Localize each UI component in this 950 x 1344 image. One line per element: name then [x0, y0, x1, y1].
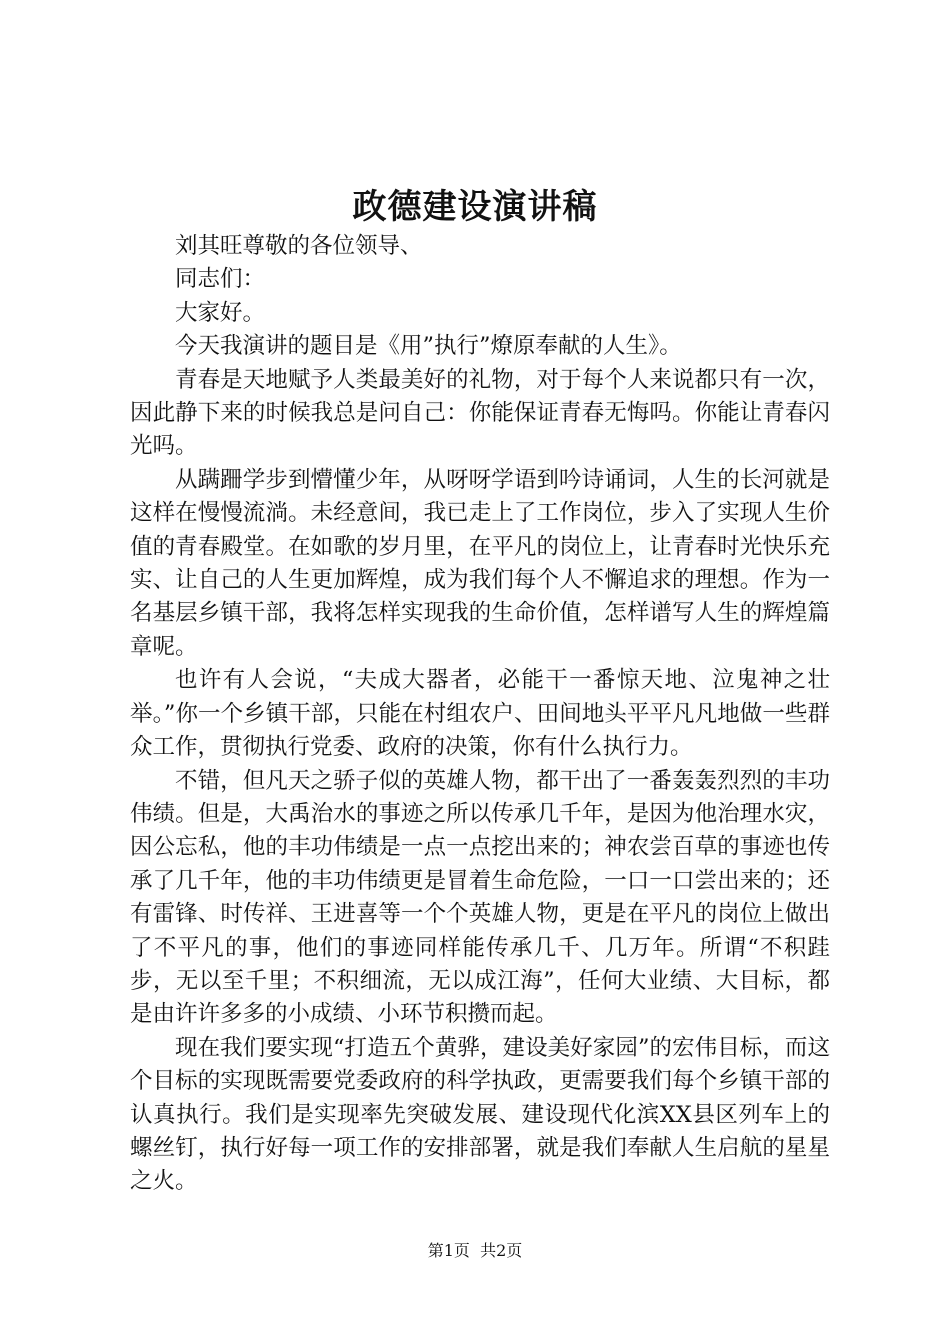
paragraph: 从蹒跚学步到懵懂少年，从呀呀学语到吟诗诵词，人生的长河就是这样在慢慢流淌。未经意间，我已走上了工作岗位，步入了实现人生价值的青春殿堂。在如歌的岁月里，在平凡的岗位上，让青春时光快乐充实、让自己的人生更加辉煌，成为我们每个人不懈追求的理想。作为一名基层乡镇干部，我将怎样实现我的生命价值，怎样谱写人生的辉煌篇章呢。 — [130, 466, 830, 660]
paragraph: 大家好。 — [175, 299, 266, 326]
paragraph: 青春是天地赋予人类最美好的礼物，对于每个人来说都只有一次，因此静下来的时候我总是问自己：你能保证青春无悔吗。你能让青春闪光吗。 — [130, 366, 830, 460]
document-title: 政德建设演讲稿 — [352, 187, 598, 227]
page-footer — [0, 1240, 950, 1262]
document-body — [130, 230, 830, 1199]
page-total: 共2页 — [480, 1241, 523, 1260]
paragraph: 不错，但凡天之骄子似的英雄人物，都干出了一番轰轰烈烈的丰功伟绩。但是，大禹治水的事迹之所以传承几千年，是因为他治理水灾，因公忘私，他的丰功伟绩是一点一点挖出来的；神农尝百草的事迹也传承了几千年，他的丰功伟绩更是冒着生命危险，一口一口尝出来的；还有雷锋、时传祥、王进喜等一个个英雄人物，更是在平凡的岗位上做出了不平凡的事，他们的事迹同样能传承几千、几万年。所谓“不积跬步，无以至千里；不积细流，无以成江海”，任何大业绩、大目标，都是由许许多多的小成绩、小环节积攒而起。 — [130, 767, 830, 1028]
paragraph: 今天我演讲的题目是《用”执行”燎原奉献的人生》。 — [175, 333, 682, 360]
paragraph: 刘其旺尊敬的各位领导、 — [175, 233, 423, 259]
page-number: 第1页 — [427, 1241, 470, 1260]
paragraph: 也许有人会说，“夫成大器者，必能干一番惊天地、泣鬼神之壮举。”你一个乡镇干部，只能在村组农户、田间地头平平凡凡地做一些群众工作，贯彻执行党委、政府的决策，你有什么执行力。 — [130, 667, 830, 761]
paragraph: 现在我们要实现“打造五个黄骅，建设美好家园”的宏伟目标，而这个目标的实现既需要党委政府的科学执政，更需要我们每个乡镇干部的认真执行。我们是实现率先突破发展、建设现代化滨XX县区列车上的螺丝钉，执行好每一项工作的安排部署，就是我们奉献人生启航的星星之火。 — [130, 1034, 830, 1195]
paragraph: 同志们： — [175, 266, 266, 293]
